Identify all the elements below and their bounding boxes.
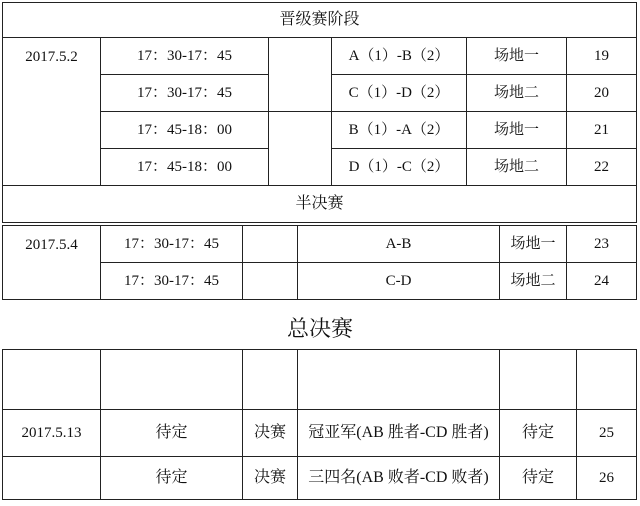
empty-cell xyxy=(298,350,500,410)
match-cell: 冠亚军(AB 胜者-CD 胜者) xyxy=(298,410,500,457)
match-cell: A-B xyxy=(298,226,500,263)
time-cell: 17：30-17：45 xyxy=(101,263,243,300)
semifinal-date: 2017.5.4 xyxy=(3,226,101,300)
match-number-cell: 24 xyxy=(567,263,637,300)
empty-cell xyxy=(3,457,101,500)
time-cell: 待定 xyxy=(101,410,243,457)
venue-cell: 场地一 xyxy=(500,226,567,263)
promotion-date: 2017.5.2 xyxy=(3,38,101,186)
empty-cell xyxy=(3,350,101,410)
venue-cell: 场地二 xyxy=(500,263,567,300)
match-cell: D（1）-C（2） xyxy=(332,149,467,186)
time-cell: 17：30-17：45 xyxy=(101,226,243,263)
semifinal-table xyxy=(2,225,637,300)
empty-cell xyxy=(243,263,298,300)
match-number-cell: 26 xyxy=(577,457,637,500)
time-cell: 待定 xyxy=(101,457,243,500)
time-cell: 17：45-18：00 xyxy=(101,149,269,186)
final-date: 2017.5.13 xyxy=(3,410,101,457)
empty-cell xyxy=(269,112,332,186)
time-cell: 17：45-18：00 xyxy=(101,112,269,149)
empty-cell xyxy=(577,350,637,410)
promotion-stage-title: 晋级赛阶段 xyxy=(3,3,637,38)
match-number-cell: 22 xyxy=(567,149,637,186)
semifinal-title: 半决赛 xyxy=(3,186,637,223)
match-number-cell: 23 xyxy=(567,226,637,263)
promotion-stage-table xyxy=(2,2,637,223)
match-cell: A（1）-B（2） xyxy=(332,38,467,75)
table-row xyxy=(3,410,637,457)
venue-cell: 场地一 xyxy=(467,38,567,75)
final-table xyxy=(2,349,637,500)
empty-cell xyxy=(101,350,243,410)
venue-cell: 待定 xyxy=(500,410,577,457)
time-cell: 17：30-17：45 xyxy=(101,38,269,75)
table-row xyxy=(3,38,637,75)
empty-cell xyxy=(243,226,298,263)
match-cell: C（1）-D（2） xyxy=(332,75,467,112)
venue-cell: 场地一 xyxy=(467,112,567,149)
venue-cell: 场地二 xyxy=(467,75,567,112)
match-cell: 三四名(AB 败者-CD 败者) xyxy=(298,457,500,500)
venue-cell: 待定 xyxy=(500,457,577,500)
match-cell: C-D xyxy=(298,263,500,300)
match-number-cell: 20 xyxy=(567,75,637,112)
empty-cell xyxy=(269,38,332,112)
final-title: 总决赛 xyxy=(286,316,353,341)
time-cell: 17：30-17：45 xyxy=(101,75,269,112)
match-number-cell: 25 xyxy=(577,410,637,457)
match-cell: B（1）-A（2） xyxy=(332,112,467,149)
empty-cell xyxy=(243,350,298,410)
empty-cell xyxy=(500,350,577,410)
table-row xyxy=(3,226,637,263)
match-number-cell: 21 xyxy=(567,112,637,149)
venue-cell: 场地二 xyxy=(467,149,567,186)
table-row xyxy=(3,457,637,500)
round-cell: 决赛 xyxy=(243,457,298,500)
match-number-cell: 19 xyxy=(567,38,637,75)
round-cell: 决赛 xyxy=(243,410,298,457)
